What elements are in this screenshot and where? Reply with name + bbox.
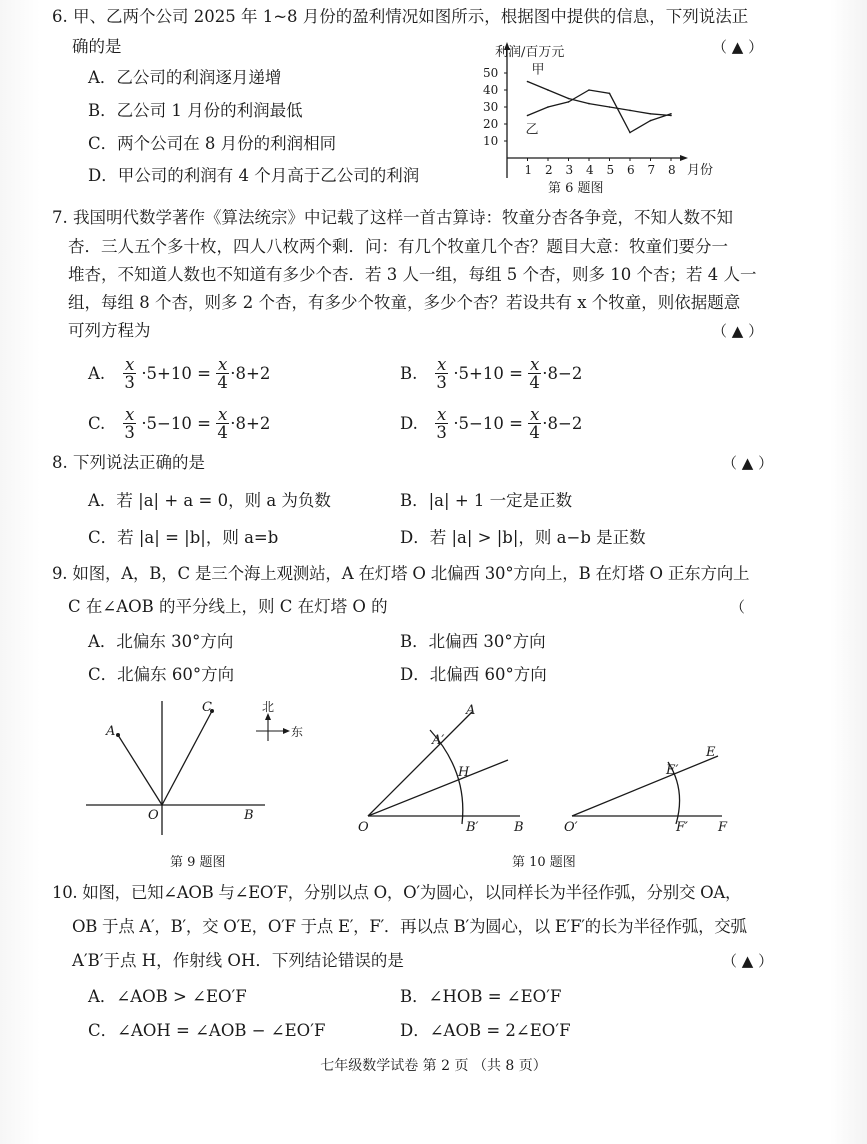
- q9-figure: [80, 695, 320, 845]
- x-axis-arrow-icon: [680, 155, 688, 161]
- data-point: [650, 120, 652, 122]
- q7-line2: 杏．三人五个多十枚，四人八枚两个剩．问：有几个牧童几个杏？题目大意：牧童们要分一: [68, 237, 728, 256]
- q8-stem: 8. 下列说法正确的是: [52, 453, 205, 472]
- compass-east-label: 东: [291, 725, 304, 739]
- data-point: [568, 98, 570, 100]
- numerator: x: [529, 405, 540, 424]
- q10-figure-caption: 第 10 题图: [512, 855, 576, 870]
- q6-line-chart: [455, 36, 715, 186]
- fraction-x-over-4: [216, 356, 229, 391]
- q7-line3: 堆杏，不知道人数也不知道有多少个杏．若 3 人一组，每组 5 个杏，则多 10 个杏；若 4 人一: [68, 265, 757, 284]
- ray-oc: [162, 711, 212, 805]
- data-point: [670, 113, 672, 115]
- q10-option-b: B．∠HOB = ∠EO′F: [400, 987, 562, 1006]
- x-tick-label: 5: [606, 163, 615, 177]
- q6-figure-caption: 第 6 题图: [548, 181, 604, 196]
- q6-stem-line2: 确的是: [72, 37, 122, 56]
- denominator: 3: [124, 373, 135, 392]
- q7-option-d-end: ·8−2: [542, 414, 583, 433]
- compass-north-label: 北: [262, 700, 275, 714]
- data-point: [547, 106, 549, 108]
- y-tick-label: 50: [483, 66, 499, 80]
- fraction-x-over-3: [123, 356, 136, 391]
- q6-option-a: A．乙公司的利润逐月递增: [88, 68, 282, 87]
- q7-option-c-mid: ·5−10 =: [141, 414, 211, 433]
- q7-option-b: [400, 356, 582, 391]
- q9-answer-mark: （: [730, 598, 746, 616]
- denominator: 4: [217, 373, 228, 392]
- label-b-prime: B′: [466, 820, 479, 835]
- q6-answer-mark: （ ▲ ）: [712, 38, 764, 56]
- q7-option-a-end: ·8+2: [230, 364, 271, 383]
- q10-figure: [350, 700, 770, 840]
- label-o: O: [358, 820, 369, 835]
- denominator: 3: [436, 373, 447, 392]
- ray-oa: [118, 735, 162, 805]
- x-tick-label: 6: [627, 163, 635, 177]
- label-f-prime: F′: [676, 820, 688, 835]
- q7-line4: 组，每组 8 个杏，则多 2 个杏，有多少个牧童，多少个杏？若设共有 x 个牧童，则依据题意: [68, 293, 741, 312]
- north-arrow-icon: [265, 713, 271, 720]
- data-point: [670, 115, 672, 117]
- q7-option-d-mid: ·5−10 =: [453, 414, 523, 433]
- data-point: [547, 89, 549, 91]
- numerator: x: [437, 355, 447, 374]
- series-line-yi: [528, 90, 672, 133]
- q7-option-c: [88, 406, 270, 441]
- data-point: [609, 106, 611, 108]
- series-label: 甲: [531, 62, 545, 78]
- x-tick-label: 8: [668, 163, 676, 177]
- data-point: [629, 132, 631, 134]
- fraction-x-over-3: [123, 406, 136, 441]
- label-c: C: [202, 700, 212, 715]
- data-point: [527, 81, 529, 83]
- label-o: O: [148, 808, 159, 823]
- q9-option-d: D．北偏西 60°方向: [400, 665, 547, 684]
- x-tick-label: 1: [524, 163, 533, 177]
- data-point: [629, 110, 631, 112]
- q9-figure-caption: 第 9 题图: [170, 855, 226, 870]
- q7-option-a: [88, 356, 270, 391]
- denominator: 4: [529, 373, 540, 392]
- fraction-x-over-3: [435, 356, 448, 391]
- x-axis-label: 月份: [687, 163, 714, 178]
- numerator: x: [217, 405, 228, 424]
- label-b: B: [514, 820, 524, 835]
- y-tick-label: 40: [483, 83, 499, 97]
- label-b: B: [244, 808, 254, 823]
- data-point: [568, 101, 570, 103]
- fraction-x-over-4: [528, 356, 541, 391]
- q10-answer-mark: （ ▲ ）: [722, 952, 774, 970]
- label-a-prime: A′: [432, 733, 445, 748]
- page-footer: 七年级数学试卷 第 2 页 （共 8 页）: [320, 1058, 547, 1074]
- data-point: [527, 115, 529, 117]
- label-a: A: [106, 724, 116, 739]
- q8-option-c: C．若 |a| = |b|，则 a=b: [88, 528, 279, 547]
- x-tick-label: 7: [647, 163, 656, 177]
- x-tick-label: 4: [586, 163, 594, 177]
- y-axis-label: 利润/百万元: [495, 45, 565, 60]
- q7-answer-mark: （ ▲ ）: [712, 322, 764, 340]
- q8-option-b: B．|a| + 1 一定是正数: [400, 491, 573, 510]
- data-point: [588, 89, 590, 91]
- q6-stem-line1: 6. 甲、乙两个公司 2025 年 1~8 月份的盈利情况如图所示，根据图中提供的信息，下列说法正: [52, 7, 749, 26]
- q7-option-c-label: C.: [88, 414, 106, 433]
- q7-option-b-mid: ·5+10 =: [453, 364, 523, 383]
- q7-line5: 可列方程为: [68, 321, 151, 340]
- y-tick-label: 20: [483, 117, 499, 131]
- data-point: [650, 113, 652, 115]
- q6-option-d: D．甲公司的利润有 4 个月高于乙公司的利润: [88, 166, 420, 185]
- q10-option-c: C．∠AOH = ∠AOB − ∠EO′F: [88, 1021, 326, 1040]
- q7-option-c-end: ·8+2: [230, 414, 271, 433]
- q9-option-b: B．北偏西 30°方向: [400, 632, 546, 651]
- denominator: 3: [124, 423, 135, 442]
- q7-option-d: [400, 406, 582, 441]
- numerator: x: [437, 405, 447, 424]
- q9-line1: 9. 如图，A，B，C 是三个海上观测站，A 在灯塔 O 北偏西 30°方向上，B 在灯塔 O 正东方向上: [52, 564, 750, 583]
- x-tick-label: 2: [545, 163, 553, 177]
- label-e: E: [706, 745, 716, 760]
- east-arrow-icon: [283, 728, 290, 734]
- q10-option-d: D．∠AOB = 2∠EO′F: [400, 1021, 571, 1040]
- q7-line1: 7. 我国明代数学著作《算法统宗》中记载了这样一首古算诗：牧童分杏各争竞，不知人数不知: [52, 208, 733, 227]
- q10-line3: A′B′于点 H，作射线 OH．下列结论错误的是: [72, 951, 404, 970]
- numerator: x: [125, 355, 135, 374]
- label-e-prime: E′: [666, 763, 679, 778]
- ray-oa: [368, 712, 472, 816]
- series-line-jia: [528, 82, 672, 116]
- q8-option-d: D．若 |a| > |b|，则 a−b 是正数: [400, 528, 646, 547]
- q9-option-c: C．北偏东 60°方向: [88, 665, 235, 684]
- q8-answer-mark: （ ▲ ）: [722, 454, 774, 472]
- numerator: x: [217, 355, 228, 374]
- q7-option-b-label: B.: [400, 364, 418, 383]
- label-f: F: [718, 820, 728, 835]
- numerator: x: [125, 405, 135, 424]
- q10-line1: 10. 如图，已知∠AOB 与∠EO′F，分别以点 O，O′为圆心，以同样长为半径作弧，分别交 OA，: [52, 883, 742, 902]
- q7-option-b-end: ·8−2: [542, 364, 583, 383]
- label-h: H: [458, 765, 470, 780]
- fraction-x-over-3: [435, 406, 448, 441]
- q6-option-c: C．两个公司在 8 月份的利润相同: [88, 134, 337, 153]
- denominator: 3: [436, 423, 447, 442]
- q8-option-a: A．若 |a| + a = 0，则 a 为负数: [88, 491, 331, 510]
- q10-line2: OB 于点 A′，B′，交 O′E，O′F 于点 E′，F′．再以点 B′为圆心，以 E′F′的长为半径作弧，交弧: [72, 917, 747, 936]
- y-tick-label: 30: [483, 100, 499, 114]
- ray-o1e: [572, 756, 718, 816]
- numerator: x: [529, 355, 540, 374]
- data-point: [609, 93, 611, 95]
- point-a: [116, 733, 120, 737]
- q6-option-b: B．乙公司 1 月份的利润最低: [88, 101, 303, 120]
- q7-option-a-label: A.: [88, 364, 106, 383]
- fraction-x-over-4: [528, 406, 541, 441]
- denominator: 4: [217, 423, 228, 442]
- q9-line2: C 在∠AOB 的平分线上，则 C 在灯塔 O 的: [68, 597, 388, 616]
- series-label: 乙: [525, 122, 539, 138]
- q10-option-a: A．∠AOB > ∠EO′F: [88, 987, 247, 1006]
- y-tick-label: 10: [483, 134, 499, 148]
- q7-option-a-mid: ·5+10 =: [141, 364, 211, 383]
- denominator: 4: [529, 423, 540, 442]
- data-point: [588, 103, 590, 105]
- fraction-x-over-4: [216, 406, 229, 441]
- ray-oh: [368, 760, 508, 816]
- q9-option-a: A．北偏东 30°方向: [88, 632, 234, 651]
- label-a: A: [466, 703, 476, 718]
- q7-option-d-label: D.: [400, 414, 418, 433]
- x-tick-label: 3: [565, 163, 574, 177]
- label-o-prime: O′: [564, 820, 578, 835]
